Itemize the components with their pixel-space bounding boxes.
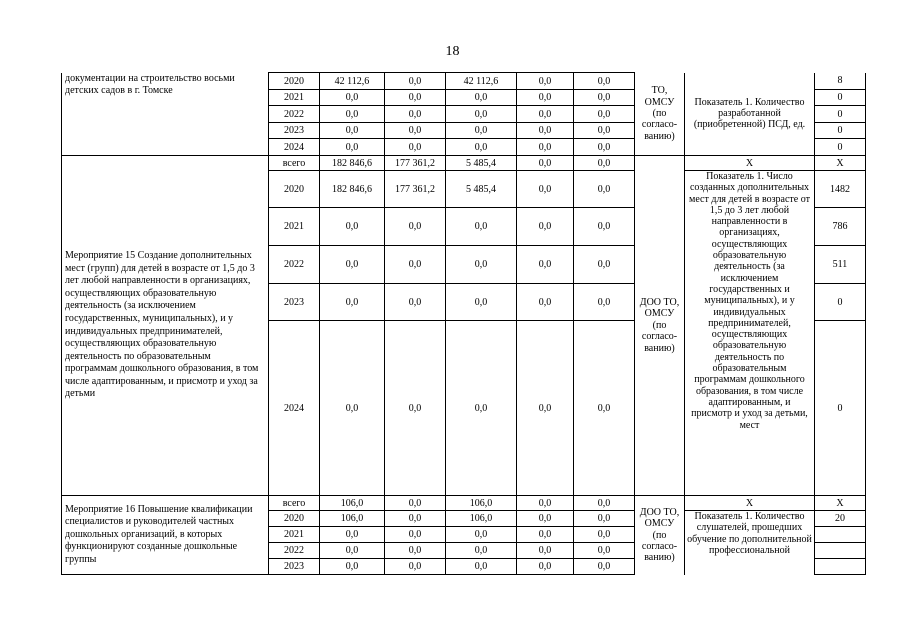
other-sources-cell: 0,0: [574, 246, 635, 284]
regional-budget-cell: 0,0: [446, 284, 517, 321]
indicator-value-cell: 0: [815, 139, 866, 156]
local-budget-cell: 0,0: [517, 543, 574, 559]
federal-budget-cell: 177 361,2: [385, 171, 446, 208]
page-number: 18: [445, 44, 460, 59]
year-cell: 2023: [269, 284, 320, 321]
activity-name-cell: Мероприятие 15 Создание дополнительных мест (групп) для детей в возрасте от 1,5 до 3 лет любой направленности в организациях, осуществляющих образовательную деятельность (за исключением государственных, муниципальных), и у индивидуальных предпринимателей, осуществляющих образовательную деятельность по образовательным программам дошкольного образования, в том числе адаптированным, и присмотр и уход за детьми: [62, 156, 269, 496]
local-budget-cell: 0,0: [517, 208, 574, 246]
indicator-value-cell: [815, 543, 866, 559]
total-amount-cell: 106,0: [320, 496, 385, 511]
other-sources-cell: 0,0: [574, 496, 635, 511]
regional-budget-cell: 0,0: [446, 559, 517, 575]
local-budget-cell: 0,0: [517, 559, 574, 575]
indicator-value-cell: 20: [815, 511, 866, 527]
local-budget-cell: 0,0: [517, 246, 574, 284]
regional-budget-cell: 0,0: [446, 527, 517, 543]
year-cell: всего: [269, 496, 320, 511]
regional-budget-cell: 106,0: [446, 511, 517, 527]
other-sources-cell: 0,0: [574, 511, 635, 527]
year-cell: 2023: [269, 123, 320, 139]
total-amount-cell: 0,0: [320, 284, 385, 321]
federal-budget-cell: 0,0: [385, 90, 446, 106]
indicator-value-cell: [815, 559, 866, 575]
indicator-value-cell: 1482: [815, 171, 866, 208]
local-budget-cell: 0,0: [517, 321, 574, 496]
total-amount-cell: 42 112,6: [320, 73, 385, 90]
activity-name-cell: документации на строительство восьми детских садов в г. Томске: [62, 73, 269, 156]
year-cell: всего: [269, 156, 320, 171]
other-sources-cell: 0,0: [574, 543, 635, 559]
total-amount-cell: 0,0: [320, 106, 385, 123]
total-amount-cell: 0,0: [320, 90, 385, 106]
other-sources-cell: 0,0: [574, 321, 635, 496]
indicator-value-cell: 0: [815, 123, 866, 139]
indicator-value-cell: Х: [815, 156, 866, 171]
activity-name-cell: Мероприятие 16 Повышение квалификации специалистов и руководителей частных дошкольных организаций, в которых функционируют созданные дошкольные группы: [62, 496, 269, 575]
local-budget-cell: 0,0: [517, 73, 574, 90]
federal-budget-cell: 0,0: [385, 559, 446, 575]
total-amount-cell: 0,0: [320, 543, 385, 559]
indicator-cell: Показатель 1. Количество слушателей, прошедших обучение по дополнительной профессиональной: [685, 511, 815, 575]
year-cell: 2024: [269, 321, 320, 496]
year-cell: 2021: [269, 527, 320, 543]
federal-budget-cell: 177 361,2: [385, 156, 446, 171]
indicator-value-cell: 0: [815, 284, 866, 321]
regional-budget-cell: 0,0: [446, 246, 517, 284]
year-cell: 2021: [269, 90, 320, 106]
year-cell: 2022: [269, 543, 320, 559]
indicator-value-cell: Х: [815, 496, 866, 511]
year-cell: 2020: [269, 73, 320, 90]
other-sources-cell: 0,0: [574, 123, 635, 139]
indicator-value-cell: 8: [815, 73, 866, 90]
activity-15-block: [62, 156, 866, 496]
indicator-value-cell: [815, 527, 866, 543]
other-sources-cell: 0,0: [574, 559, 635, 575]
indicator-value-cell: 0: [815, 106, 866, 123]
regional-budget-cell: 106,0: [446, 496, 517, 511]
year-cell: 2022: [269, 246, 320, 284]
other-sources-cell: 0,0: [574, 171, 635, 208]
regional-budget-cell: 0,0: [446, 543, 517, 559]
year-cell: 2021: [269, 208, 320, 246]
local-budget-cell: 0,0: [517, 156, 574, 171]
other-sources-cell: 0,0: [574, 208, 635, 246]
indicator-x-cell: Х: [685, 496, 815, 511]
total-amount-cell: 0,0: [320, 321, 385, 496]
regional-budget-cell: 0,0: [446, 321, 517, 496]
local-budget-cell: 0,0: [517, 284, 574, 321]
executor-cell: ДОО ТО, ОМСУ (по согласо-ванию): [635, 496, 685, 575]
federal-budget-cell: 0,0: [385, 123, 446, 139]
total-amount-cell: 182 846,6: [320, 156, 385, 171]
total-amount-cell: 182 846,6: [320, 171, 385, 208]
indicator-value-cell: 786: [815, 208, 866, 246]
local-budget-cell: 0,0: [517, 90, 574, 106]
program-activities-table: [61, 72, 866, 575]
federal-budget-cell: 0,0: [385, 511, 446, 527]
local-budget-cell: 0,0: [517, 527, 574, 543]
local-budget-cell: 0,0: [517, 139, 574, 156]
other-sources-cell: 0,0: [574, 139, 635, 156]
total-amount-cell: 0,0: [320, 246, 385, 284]
local-budget-cell: 0,0: [517, 511, 574, 527]
year-cell: 2022: [269, 106, 320, 123]
local-budget-cell: 0,0: [517, 496, 574, 511]
total-amount-cell: 0,0: [320, 123, 385, 139]
indicator-value-cell: 0: [815, 90, 866, 106]
year-cell: 2020: [269, 171, 320, 208]
indicator-x-cell: Х: [685, 156, 815, 171]
federal-budget-cell: 0,0: [385, 543, 446, 559]
executor-cell: ДОО ТО, ОМСУ (по согласо-ванию): [635, 156, 685, 496]
federal-budget-cell: 0,0: [385, 321, 446, 496]
indicator-value-cell: 0: [815, 321, 866, 496]
indicator-cell: Показатель 1. Количество разработанной (приобретенной) ПСД, ед.: [685, 73, 815, 156]
table-row-total: [62, 496, 866, 511]
federal-budget-cell: 0,0: [385, 246, 446, 284]
activity-14-block: [62, 73, 866, 156]
regional-budget-cell: 0,0: [446, 208, 517, 246]
federal-budget-cell: 0,0: [385, 106, 446, 123]
indicator-cell: Показатель 1. Число созданных дополнительных мест для детей в возрасте от 1,5 до 3 лет любой направленности в организациях, осуществляющих образовательную деятельность (за исключением государственных и муниципальных), и у индивидуальных предпринимателей, осуществляющих образовательную деятельность по образовательным программам дошкольного образования, в том числе адаптированным, и присмотр и уход за детьми, мест: [685, 171, 815, 496]
total-amount-cell: 0,0: [320, 139, 385, 156]
other-sources-cell: 0,0: [574, 284, 635, 321]
indicator-value-cell: 511: [815, 246, 866, 284]
total-amount-cell: 0,0: [320, 559, 385, 575]
regional-budget-cell: 5 485,4: [446, 171, 517, 208]
total-amount-cell: 106,0: [320, 511, 385, 527]
table-row: [62, 73, 866, 90]
table-row-total: [62, 156, 866, 171]
executor-cell: ТО, ОМСУ (по согласо-ванию): [635, 73, 685, 156]
other-sources-cell: 0,0: [574, 156, 635, 171]
total-amount-cell: 0,0: [320, 208, 385, 246]
federal-budget-cell: 0,0: [385, 73, 446, 90]
local-budget-cell: 0,0: [517, 171, 574, 208]
federal-budget-cell: 0,0: [385, 496, 446, 511]
federal-budget-cell: 0,0: [385, 284, 446, 321]
year-cell: 2020: [269, 511, 320, 527]
other-sources-cell: 0,0: [574, 90, 635, 106]
year-cell: 2023: [269, 559, 320, 575]
federal-budget-cell: 0,0: [385, 527, 446, 543]
total-amount-cell: 0,0: [320, 527, 385, 543]
regional-budget-cell: 0,0: [446, 90, 517, 106]
regional-budget-cell: 0,0: [446, 106, 517, 123]
regional-budget-cell: 42 112,6: [446, 73, 517, 90]
other-sources-cell: 0,0: [574, 106, 635, 123]
regional-budget-cell: 0,0: [446, 139, 517, 156]
local-budget-cell: 0,0: [517, 106, 574, 123]
regional-budget-cell: 0,0: [446, 123, 517, 139]
local-budget-cell: 0,0: [517, 123, 574, 139]
other-sources-cell: 0,0: [574, 527, 635, 543]
year-cell: 2024: [269, 139, 320, 156]
activity-16-block: [62, 496, 866, 575]
federal-budget-cell: 0,0: [385, 139, 446, 156]
other-sources-cell: 0,0: [574, 73, 635, 90]
federal-budget-cell: 0,0: [385, 208, 446, 246]
regional-budget-cell: 5 485,4: [446, 156, 517, 171]
